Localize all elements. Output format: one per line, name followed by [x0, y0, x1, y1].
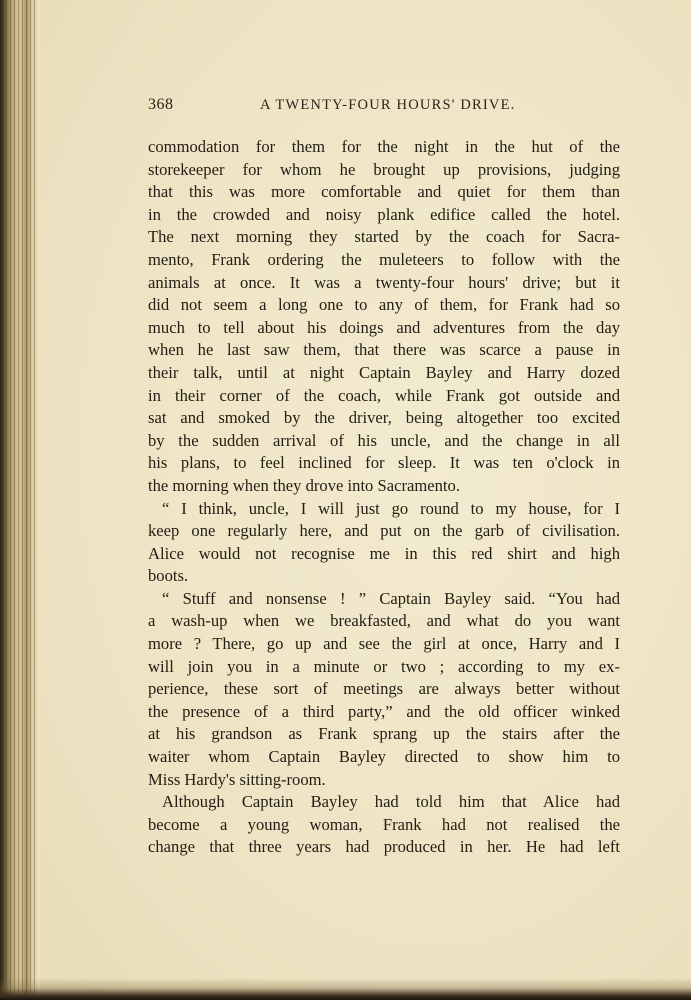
text-line: a wash-up when we breakfasted, and what do you want: [148, 611, 620, 631]
text-line: their talk, until at night Captain Bayley and Harry dozed: [148, 362, 620, 382]
text-line: much to tell about his doings and adventures from the day: [148, 317, 620, 337]
text-line: animals at once. It was a twenty-four hours' drive; but it: [148, 272, 620, 292]
text-line: change that three years had produced in her. He had left: [148, 837, 620, 857]
text-line: did not seem a long one to any of them, for Frank had so: [148, 295, 620, 315]
text-line: “ Stuff and nonsense ! ” Captain Bayley said. “You had: [162, 588, 620, 608]
page-number: 368: [148, 96, 174, 113]
text-line: his plans, to feel inclined for sleep. It was ten o'clock in: [148, 453, 620, 473]
text-line: at his grandson as Frank sprang up the stairs after the: [148, 724, 620, 744]
text-line: “ I think, uncle, I will just go round to my house, for I: [162, 498, 620, 518]
text-line: in their corner of the coach, while Frank got outside and: [148, 385, 620, 405]
text-line: boots.: [148, 566, 189, 586]
running-head: A TWENTY-FOUR HOURS' DRIVE.: [260, 97, 516, 113]
body-text: [148, 136, 620, 859]
text-line: Alice would not recognise me in this red shirt and high: [148, 543, 620, 563]
text-line: when he last saw them, that there was scarce a pause in: [148, 340, 620, 360]
text-line: will join you in a minute or two ; according to my ex-: [148, 656, 620, 676]
text-line: in the crowded and noisy plank edifice called the hotel.: [148, 204, 620, 224]
text-line: commodation for them for the night in the hut of the: [148, 137, 620, 156]
page-edges: [6, 0, 36, 1000]
text-line: mento, Frank ordering the muleteers to follow with the: [148, 249, 620, 269]
text-line: storekeeper for whom he brought up provisions, judging: [148, 159, 620, 179]
text-line: the presence of a third party,” and the old officer winked: [148, 701, 620, 721]
text-line: perience, these sort of meetings are always better without: [148, 679, 620, 699]
text-line: by the sudden arrival of his uncle, and the change in all: [148, 430, 620, 450]
text-line: keep one regularly here, and put on the garb of civilisation.: [148, 521, 620, 541]
text-line: sat and smoked by the driver, being altogether too excited: [148, 408, 620, 428]
text-line: Although Captain Bayley had told him that Alice had: [162, 792, 620, 812]
page-bottom-shadow: [0, 978, 691, 1000]
text-line: The next morning they started by the coach for Sacra-: [148, 227, 620, 247]
text-line: more ? There, go up and see the girl at once, Harry and I: [148, 634, 620, 654]
text-line: become a young woman, Frank had not realised the: [148, 814, 620, 834]
text-line: that this was more comfortable and quiet for them than: [148, 182, 620, 202]
text-line: Miss Hardy's sitting-room.: [148, 769, 326, 789]
page-header: [148, 96, 620, 120]
text-line: waiter whom Captain Bayley directed to show him to: [148, 747, 620, 767]
text-line: the morning when they drove into Sacramento.: [148, 475, 460, 495]
